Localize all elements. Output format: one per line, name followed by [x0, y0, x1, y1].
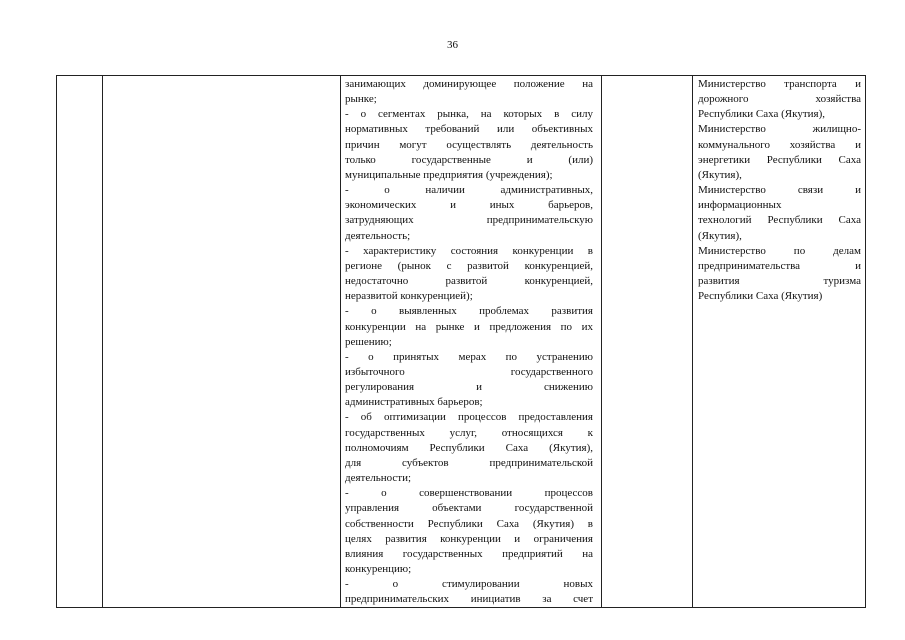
- measure-text-line: административных барьеров;: [345, 396, 483, 409]
- table-row: [57, 76, 866, 608]
- executor-text-line: информационных: [698, 199, 782, 212]
- measure-text-line: - о принятых мерах по устранению: [345, 350, 593, 363]
- cell-measure-content: [341, 76, 602, 608]
- measure-text-line: затрудняющих предпринимательскую: [345, 214, 593, 227]
- cell-measure-name: [103, 76, 341, 608]
- measure-text-line: - о совершенствовании процессов: [345, 487, 593, 500]
- cell-deadline: [602, 76, 693, 608]
- measure-text-line: собственности Республики Саха (Якутия) в: [345, 517, 593, 530]
- measure-text-line: - о наличии административных,: [345, 184, 593, 197]
- executor-text-line: (Якутия),: [698, 168, 742, 181]
- measure-text-line: муниципальные предприятия (учреждения);: [345, 168, 553, 181]
- executor-text-line: Министерство жилищно-: [698, 123, 861, 136]
- measure-text-line: государственных услуг, относящихся к: [345, 426, 593, 439]
- cell-executors: [693, 76, 866, 608]
- measure-text-line: причин могут осуществлять деятельность: [345, 138, 593, 151]
- executors-text: [693, 76, 865, 304]
- measure-text-line: решению;: [345, 335, 392, 348]
- measure-text-line: неразвитой конкуренцией);: [345, 290, 473, 303]
- executor-text-line: Министерство транспорта и: [698, 78, 861, 90]
- measure-text-line: нормативных требований или объективных: [345, 123, 593, 136]
- measure-text-line: предпринимательских инициатив за счет: [345, 593, 593, 606]
- executor-text-line: коммунального хозяйства и: [698, 138, 861, 151]
- measure-text-line: - о стимулировании новых: [345, 578, 593, 591]
- executor-text-line: дорожного хозяйства: [698, 93, 861, 106]
- measure-text-line: для субъектов предпринимательской: [345, 456, 593, 469]
- measure-text-line: избыточного государственного: [345, 365, 593, 378]
- measure-text-line: - об оптимизации процессов предоставления: [345, 411, 593, 424]
- measure-text-line: влияния государственных предприятий на: [345, 547, 593, 560]
- measures-text: [341, 76, 601, 607]
- measure-text-line: регулирования и снижению: [345, 381, 593, 394]
- measure-text-line: регионе (рынок с развитой конкуренцией,: [345, 259, 593, 272]
- measure-text-line: недостаточно развитой конкуренцией,: [345, 275, 593, 288]
- measure-text-line: только государственные и (или): [345, 153, 593, 166]
- measure-text-line: - характеристику состояния конкуренции в: [345, 244, 593, 257]
- measure-text-line: целях развития конкуренции и ограничения: [345, 532, 593, 545]
- measure-text-line: занимающих доминирующее положение на: [345, 78, 593, 90]
- executor-text-line: технологий Республики Саха: [698, 214, 861, 227]
- executor-text-line: Республики Саха (Якутия),: [698, 108, 825, 121]
- measure-text-line: экономических и иных барьеров,: [345, 199, 593, 212]
- measure-text-line: конкуренции на рынке и предложения по их: [345, 320, 593, 333]
- page-number: 36: [447, 39, 458, 51]
- measure-text-line: полномочиям Республики Саха (Якутия),: [345, 441, 593, 454]
- executor-text-line: Министерство по делам: [698, 244, 861, 257]
- executor-text-line: энергетики Республики Саха: [698, 153, 861, 166]
- measure-text-line: - о выявленных проблемах развития: [345, 305, 593, 318]
- measure-text-line: управления объектами государственной: [345, 502, 593, 515]
- measure-text-line: - о сегментах рынка, на которых в силу: [345, 108, 593, 121]
- executor-text-line: развития туризма: [698, 275, 861, 288]
- cell-number: [57, 76, 103, 608]
- measure-text-line: деятельность;: [345, 229, 411, 242]
- executor-text-line: (Якутия),: [698, 229, 742, 242]
- executor-text-line: Министерство связи и: [698, 184, 861, 197]
- executor-text-line: предпринимательства и: [698, 259, 861, 272]
- measure-text-line: рынке;: [345, 93, 377, 106]
- executor-text-line: Республики Саха (Якутия): [698, 290, 823, 303]
- measure-text-line: конкуренцию;: [345, 563, 412, 575]
- measures-table: [56, 75, 866, 608]
- measure-text-line: деятельности;: [345, 472, 412, 485]
